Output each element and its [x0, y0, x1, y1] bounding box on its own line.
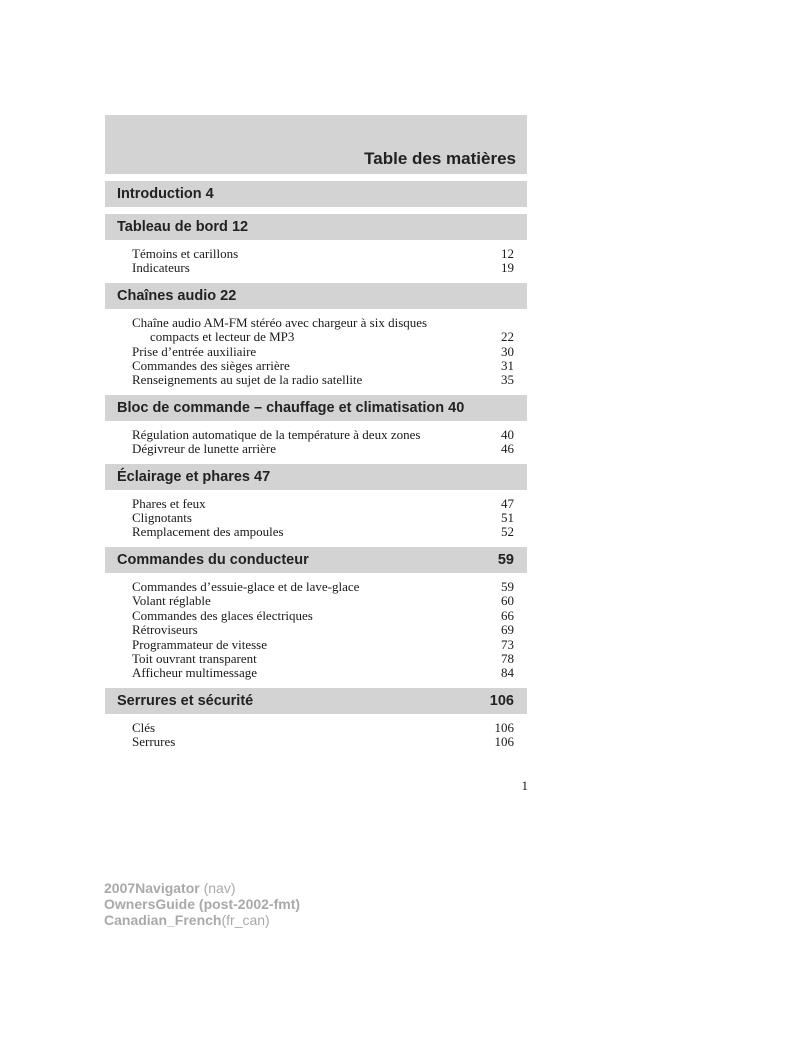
toc-entry: Prise d’entrée auxiliaire 30 — [132, 343, 514, 359]
section-heading — [105, 283, 527, 309]
toc-entry: Commandes d’essuie-glace et de lave-glace 59 — [132, 578, 514, 594]
section-heading — [105, 688, 527, 714]
section-heading — [105, 181, 527, 207]
document-footer — [104, 880, 300, 928]
section-entries — [105, 421, 527, 457]
section-page: 59 — [497, 551, 514, 568]
footer-line: 2007Navigator (nav) — [104, 880, 236, 896]
toc-entry: Toit ouvrant transparent 78 — [132, 650, 514, 666]
toc-entry: Programmateur de vitesse 73 — [132, 636, 514, 652]
footer-line: Canadian_French(fr_can) — [104, 912, 270, 928]
section-heading — [105, 214, 527, 240]
section-title: Éclairage et phares 47 — [117, 468, 271, 485]
section-entries — [105, 240, 527, 276]
toc-entry: Commandes des sièges arrière 31 — [132, 358, 514, 374]
toc-entry: Dégivreur de lunette arrière 46 — [132, 441, 514, 457]
toc-entry: Rétroviseurs 69 — [132, 622, 514, 638]
footer-line: OwnersGuide (post-2002-fmt) — [104, 896, 301, 912]
section-title: Serrures et sécurité — [117, 692, 254, 709]
section-title: Bloc de commande – chauffage et climatisation 40 — [117, 399, 465, 416]
table-of-contents — [105, 115, 527, 750]
toc-entry: Clignotants 51 — [132, 510, 514, 526]
toc-entry: Afficheur multimessage 84 — [132, 665, 514, 681]
toc-entry: Témoins et carillons 12 — [132, 246, 514, 261]
toc-entry: Régulation automatique de la température à deux zones 40 — [132, 426, 514, 442]
toc-entry: Indicateurs 19 — [132, 260, 514, 276]
entry-label: Chaîne audio AM-FM stéréo avec chargeur à six disques — [132, 314, 428, 330]
toc-entry: Renseignements au sujet de la radio satellite 35 — [132, 372, 514, 388]
section-title: Introduction 4 — [117, 186, 214, 202]
section-entries — [105, 309, 527, 388]
section-title: Chaînes audio 22 — [117, 287, 237, 304]
section-page: 106 — [489, 692, 514, 709]
toc-entry: Phares et feux 47 — [132, 495, 514, 511]
toc-entry: Clés 106 — [132, 719, 514, 735]
entry-label-continued: compacts et lecteur de MP3 — [150, 329, 295, 345]
title-band — [105, 115, 527, 174]
toc-title: Table des matières — [364, 149, 516, 168]
section-heading — [105, 464, 527, 490]
section-heading — [105, 395, 527, 421]
toc-entry: Volant réglable 60 — [132, 593, 514, 609]
page-number: 1 — [521, 778, 528, 793]
section-entries — [105, 573, 527, 681]
toc-entry: Chaîne audio AM-FM stéréo avec chargeur à six disques compacts et lecteur de MP3 22 — [132, 314, 514, 345]
section-title: Tableau de bord 12 — [117, 219, 249, 235]
toc-entry: Serrures 106 — [132, 734, 514, 750]
toc-entry: Remplacement des ampoules 52 — [132, 524, 514, 540]
section-title: Commandes du conducteur — [117, 551, 309, 568]
section-heading — [105, 547, 527, 573]
section-entries — [105, 714, 527, 750]
toc-entry: Commandes des glaces électriques 66 — [132, 607, 514, 623]
section-entries — [105, 490, 527, 540]
